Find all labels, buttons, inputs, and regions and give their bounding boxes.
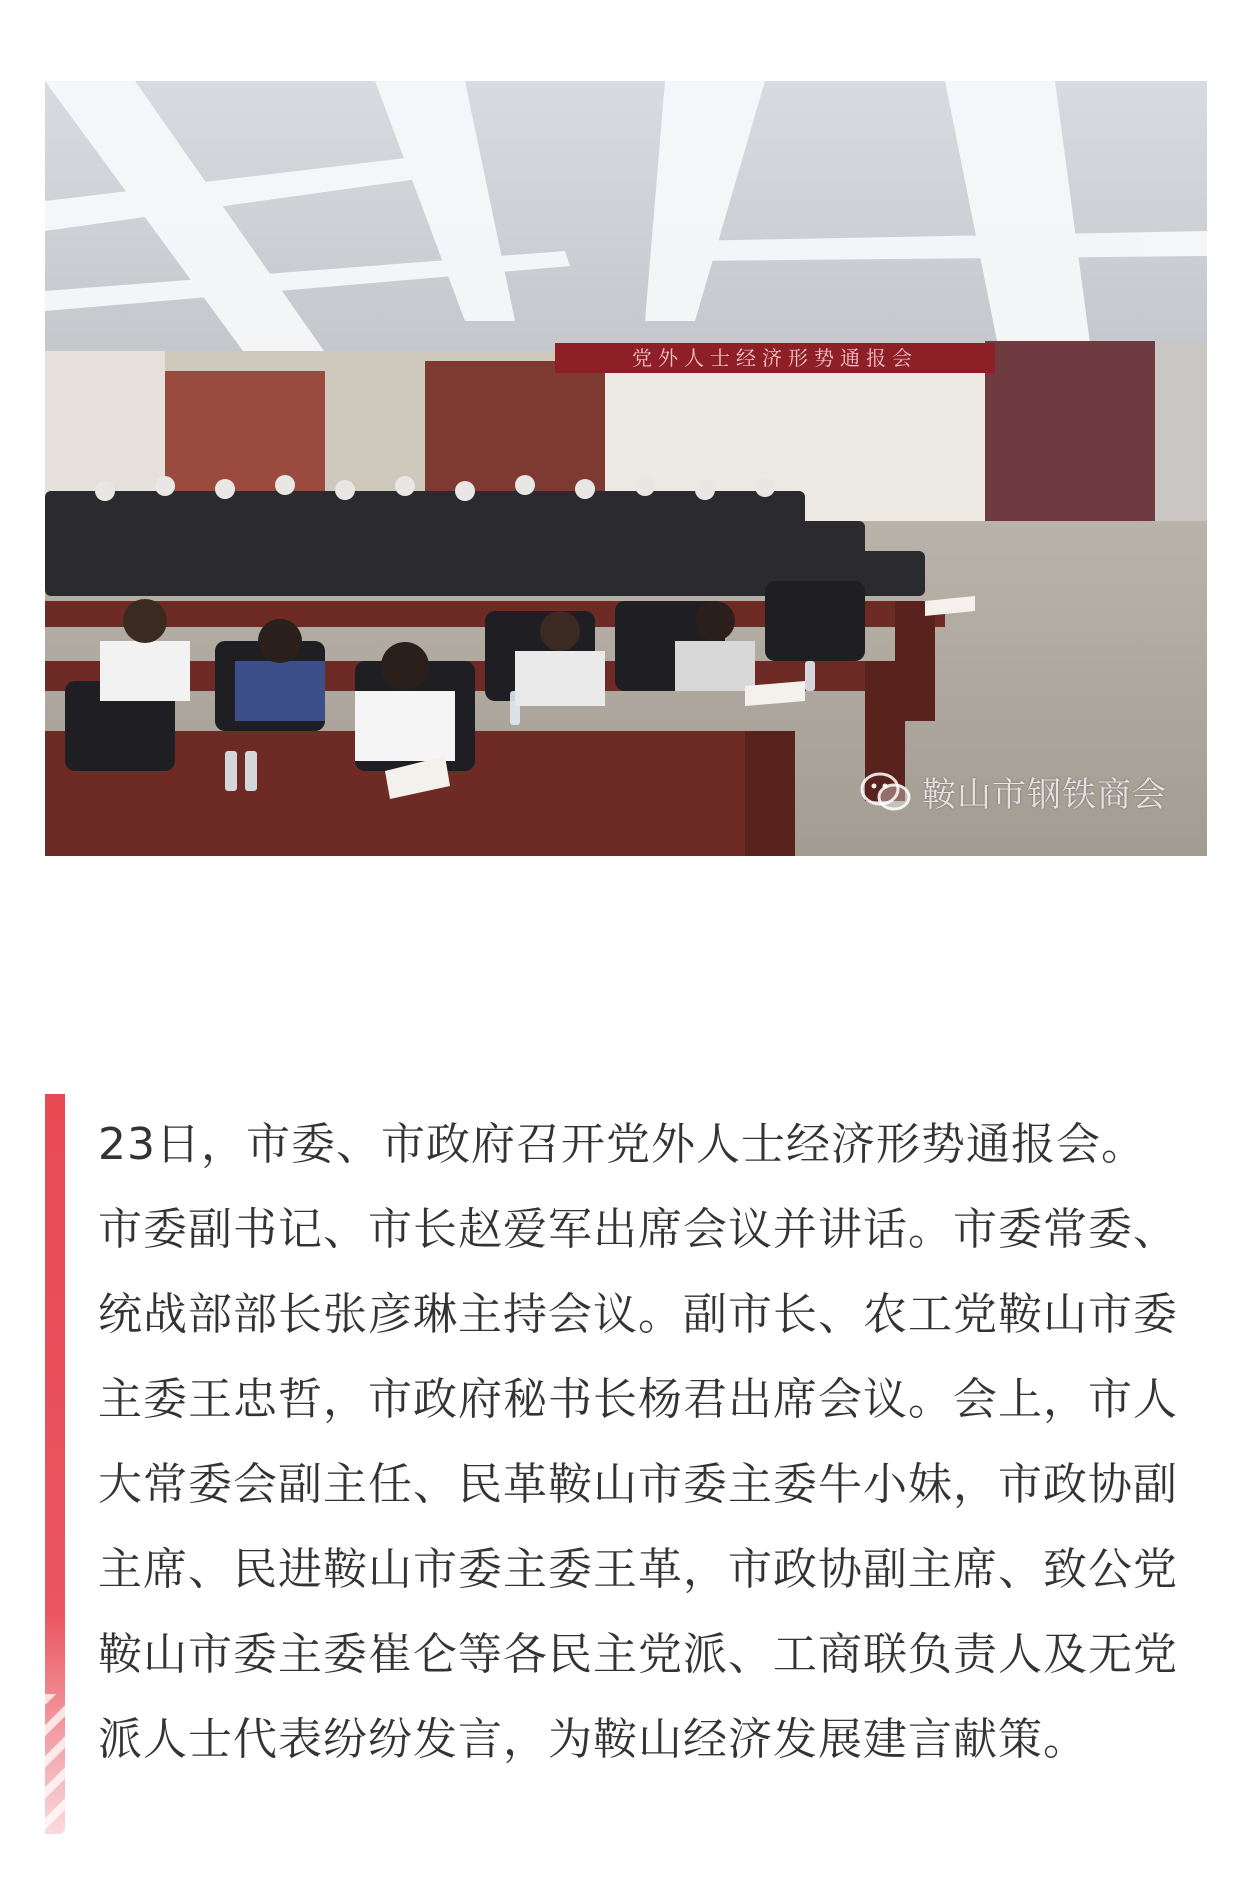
meeting-hall-illustration [45,81,1207,856]
article-quote-block [45,1094,1195,1834]
watermark [860,767,1167,816]
meeting-photo [45,81,1207,856]
watermark-text: 鞍山市钢铁商会 [922,775,1167,815]
banner-text: 党外人士经济形势通报会 [632,348,918,370]
article-paragraph: 23日，市委、市政府召开党外人士经济形势通报会。市委副书记、市长赵爱军出席会议并讲话。市委常委、统战部部长张彦琳主持会议。副市长、农工党鞍山市委主委王忠哲，市政府秘书长杨君出席会议。会上，市人大常委会副主任、民革鞍山市委主委牛小妹，市政协副主席、民进鞍山市委主委王革，市政协副主席、致公党鞍山市委主委崔仑等各民主党派、工商联负责人及无党派人士代表纷纷发言，为鞍山经济发展建言献策。 [98,1119,1178,1765]
wechat-icon [860,771,912,813]
accent-bar-stripes [45,1694,65,1834]
